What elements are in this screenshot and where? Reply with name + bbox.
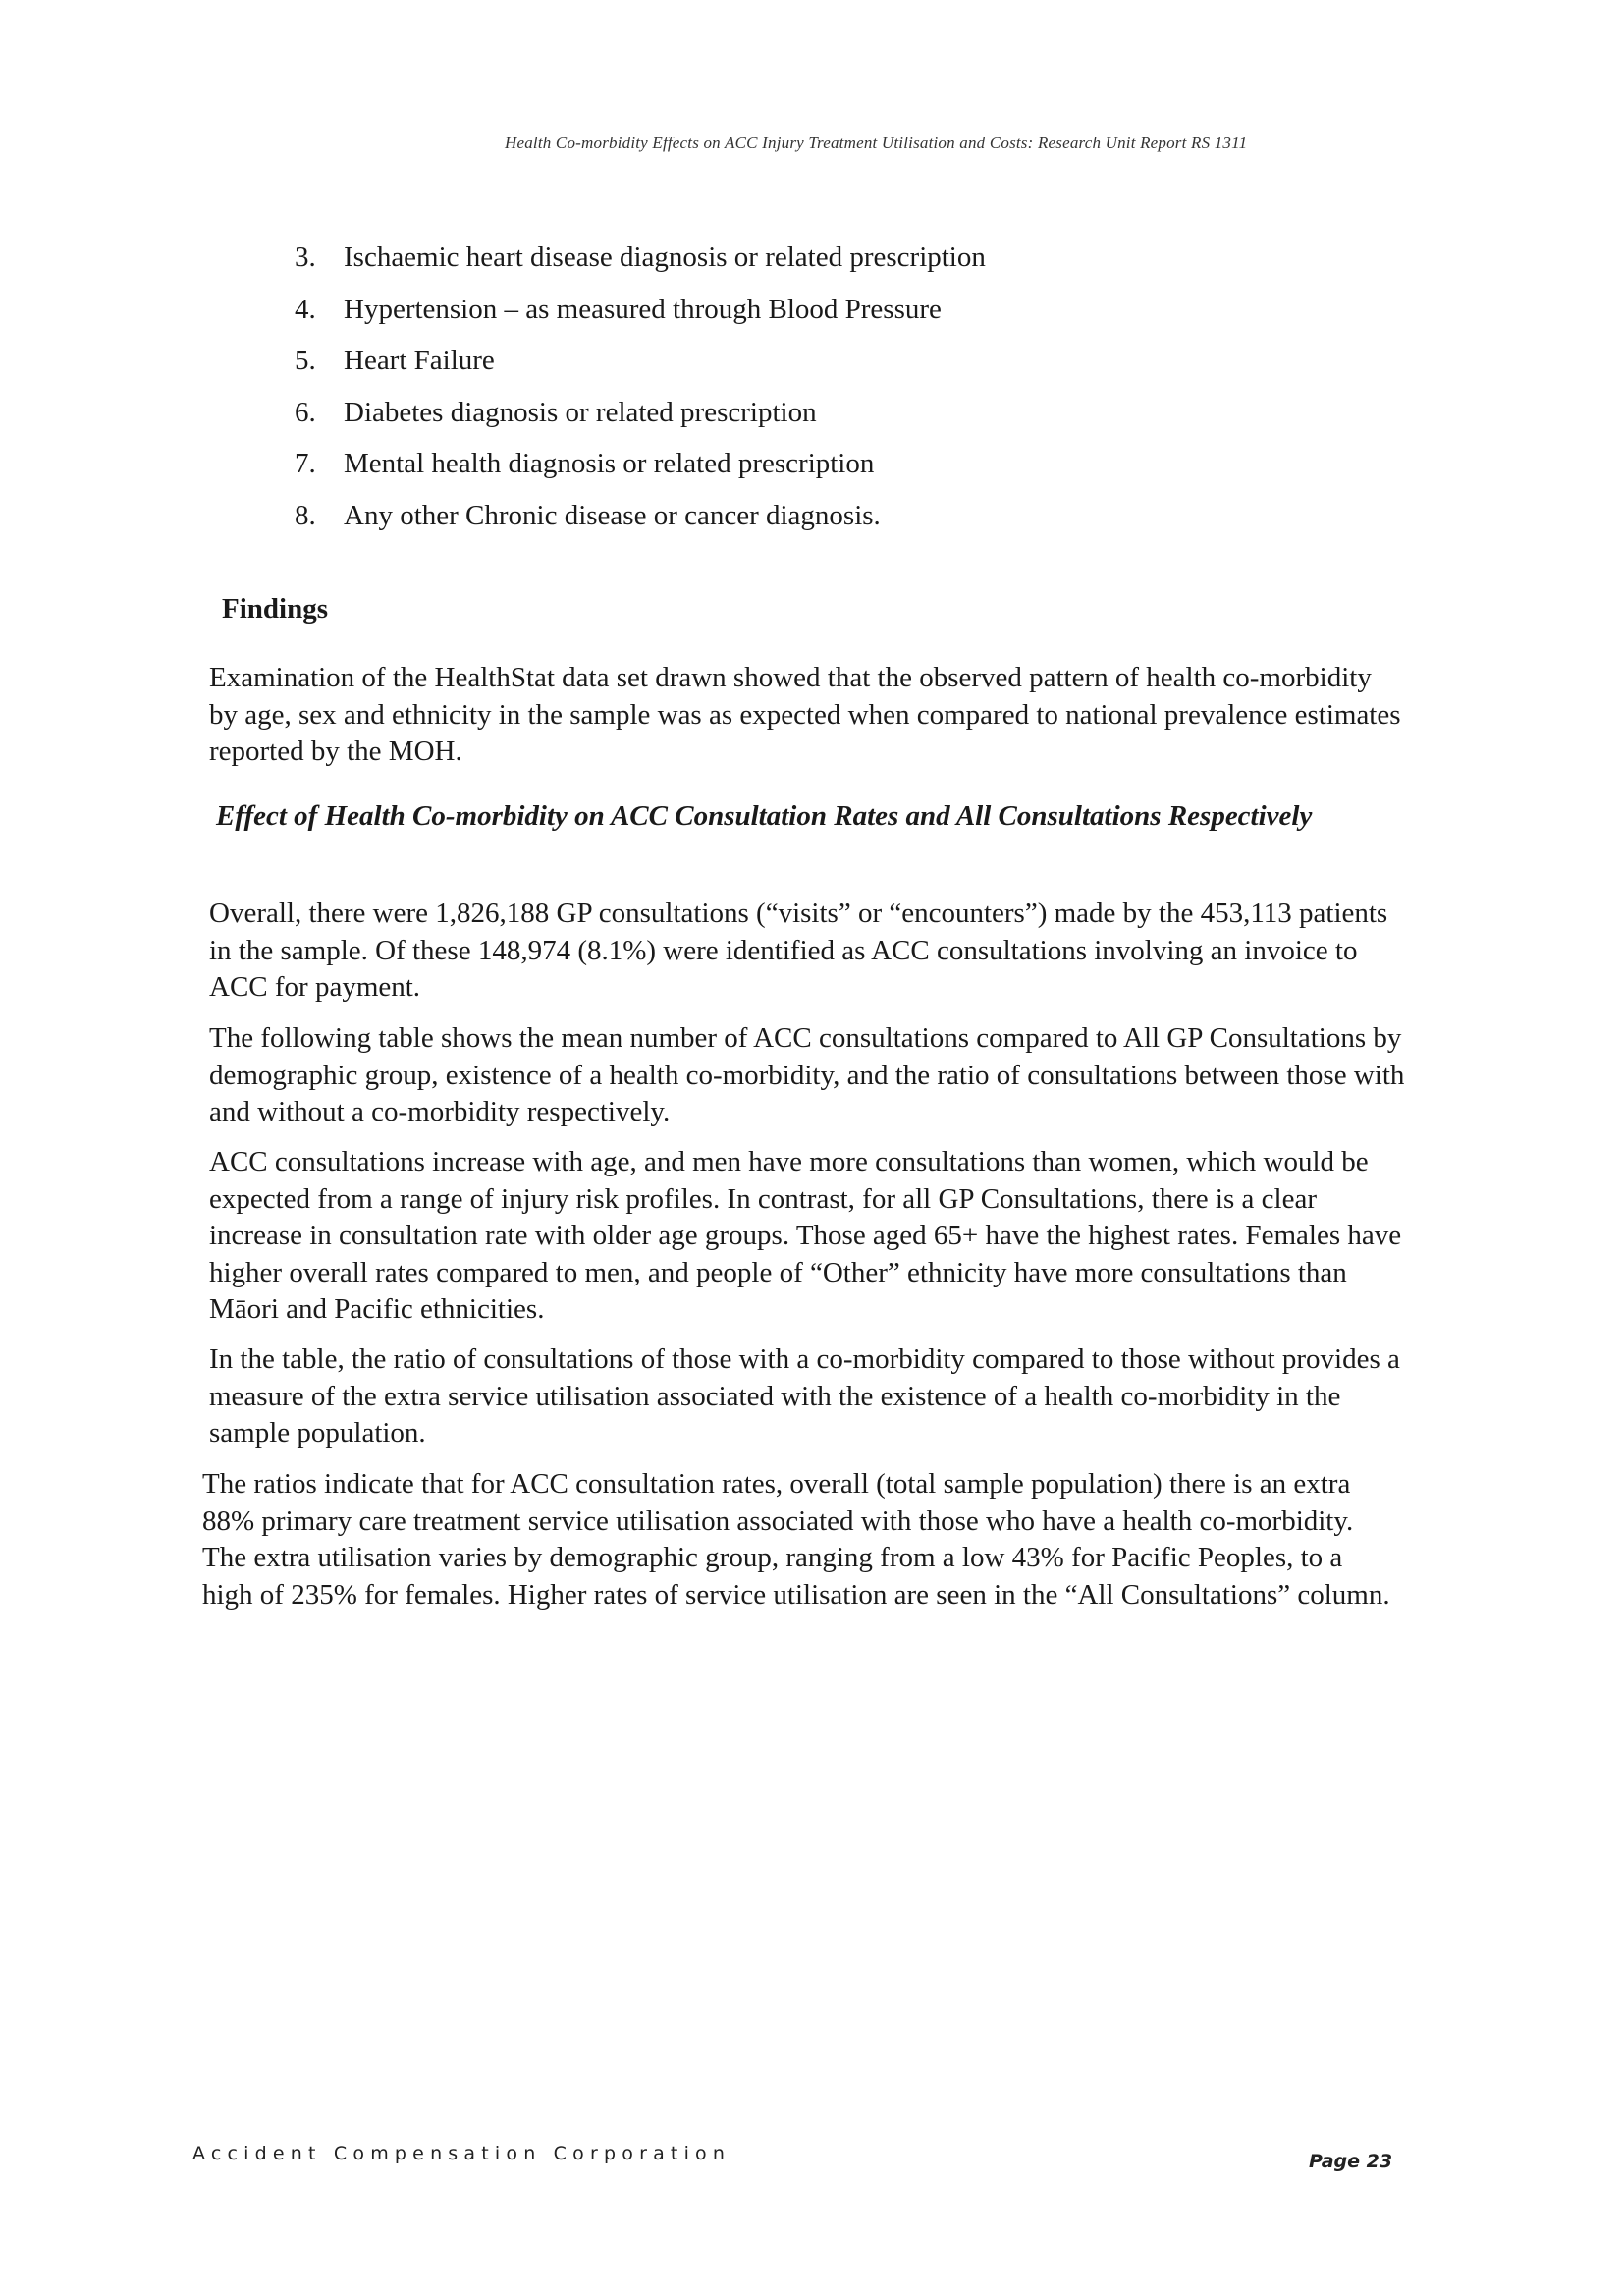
- list-item: [295, 438, 986, 490]
- list-number: 8.: [295, 499, 316, 531]
- list-item: [295, 335, 986, 387]
- list-text: Any other Chronic disease or cancer diagnosis.: [344, 499, 881, 531]
- body-paragraph: Overall, there were 1,826,188 GP consultations (“visits” or “encounters”) made by the 453,113 patients in the sample. Of these 148,974 (8.1%) were identified as ACC consultations involving an invoice to ACC for payment.: [209, 898, 1388, 1003]
- list-number: 3.: [295, 242, 316, 273]
- list-item: [295, 490, 986, 542]
- list-item: [295, 387, 986, 439]
- list-text: Hypertension – as measured through Blood Pressure: [344, 293, 942, 325]
- body-paragraph: The ratios indicate that for ACC consultation rates, overall (total sample population) there is an extra 88% primary care treatment service utilisation associated with those who have a health co-morbidity. The extra utilisation varies by demographic group, ranging from a low 43% for Pacific Peoples, to a high of 235% for females. Higher rates of service utilisation are seen in the “All Consultations” column.: [202, 1468, 1390, 1611]
- list-text: Diabetes diagnosis or related prescription: [344, 396, 817, 428]
- list-text: Heart Failure: [344, 345, 495, 376]
- running-header: Health Co-morbidity Effects on ACC Injury Treatment Utilisation and Costs: Research Unit Report RS 1311: [505, 134, 1248, 152]
- list-text: Mental health diagnosis or related prescription: [344, 448, 875, 479]
- list-text: Ischaemic heart disease diagnosis or related prescription: [344, 242, 986, 273]
- body-paragraph: ACC consultations increase with age, and men have more consultations than women, which would be expected from a range of injury risk profiles. In contrast, for all GP Consultations, there is a clear increase in consultation rate with older age groups. Those aged 65+ have the highest rates. Females have higher overall rates compared to men, and people of “Other” ethnicity have more consultations than Māori and Pacific ethnicities.: [209, 1146, 1402, 1325]
- findings-paragraph: Examination of the HealthStat data set drawn showed that the observed pattern of health co-morbidity by age, sex and ethnicity in the sample was as expected when compared to national prevalence estimates reported by the MOH.: [209, 662, 1401, 767]
- findings-heading: Findings: [222, 593, 328, 625]
- list-item: [295, 232, 986, 284]
- conditions-list: [295, 232, 986, 541]
- effect-section-heading: Effect of Health Co-morbidity on ACC Consultation Rates and All Consultations Respectively: [216, 800, 1313, 832]
- list-number: 6.: [295, 396, 316, 428]
- list-number: 7.: [295, 448, 316, 479]
- list-number: 5.: [295, 345, 316, 376]
- body-paragraph: The following table shows the mean number of ACC consultations compared to All GP Consultations by demographic group, existence of a health co-morbidity, and the ratio of consultations between those with and without a co-morbidity respectively.: [209, 1022, 1405, 1127]
- body-paragraph: In the table, the ratio of consultations of those with a co-morbidity compared to those without provides a measure of the extra service utilisation associated with the existence of a health co-morbidity in the sample population.: [209, 1343, 1400, 1449]
- footer-organisation: Accident Compensation Corporation: [192, 2143, 731, 2164]
- list-item: [295, 284, 986, 336]
- page-number: Page 23: [1309, 2151, 1393, 2172]
- list-number: 4.: [295, 293, 316, 325]
